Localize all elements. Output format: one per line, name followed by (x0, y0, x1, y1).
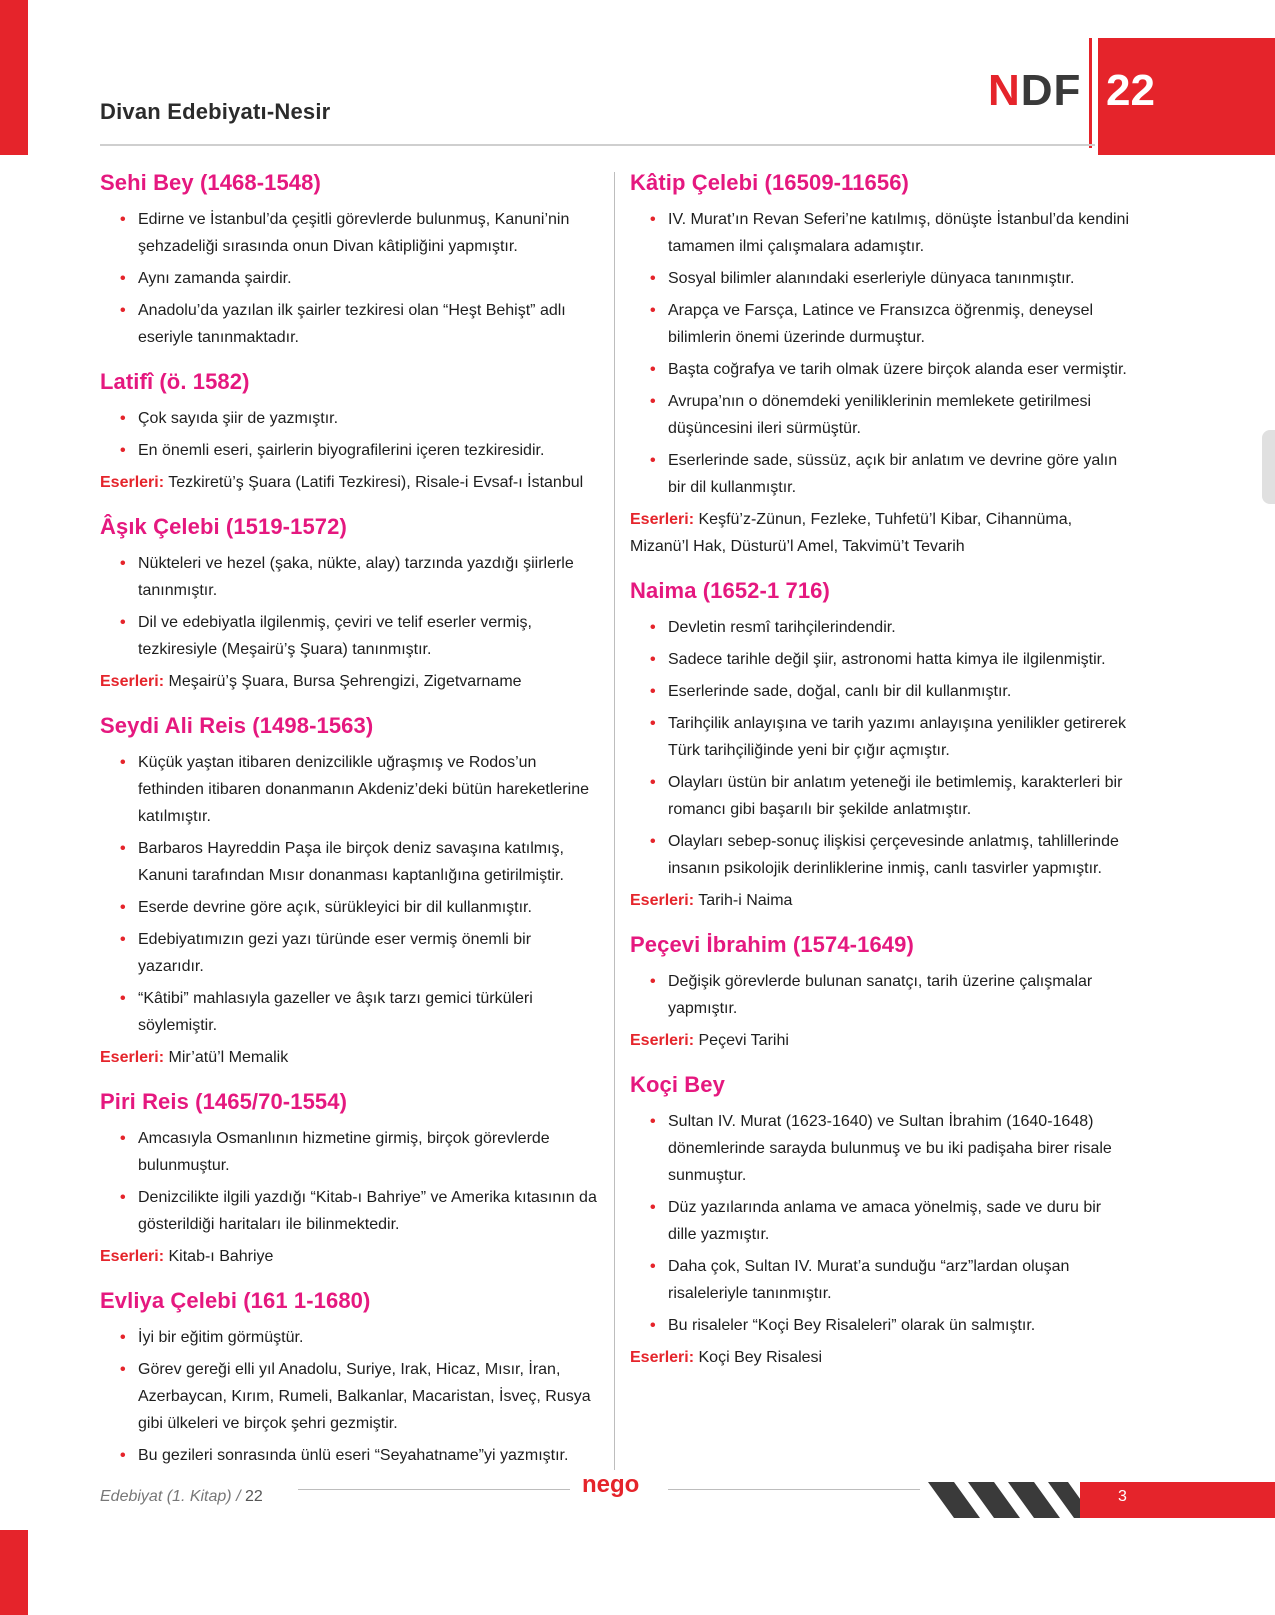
bullet-item (630, 265, 1130, 292)
bullet-item (630, 614, 1130, 641)
bullet-icon: • (650, 361, 656, 378)
bullet-text: Dil ve edebiyatla ilgilenmiş, çeviri ve telif eserler vermiş, tezkiresiyle (Meşairü’ş Şuara) tanınmıştır. (138, 614, 532, 658)
author-entry (100, 514, 600, 695)
author-heading: Peçevi İbrahim (1574-1649) (630, 932, 914, 957)
brand-mark (988, 66, 1081, 116)
bullet-text: “Kâtibi” mahlasıyla gazeller ve âşık tarzı gemici türküleri söylemiştir. (138, 990, 533, 1034)
bullet-item (630, 297, 1130, 351)
works-label: Eserleri: (630, 892, 695, 909)
bullet-text: Tarihçilik anlayışına ve tarih yazımı anlayışına yenilikler getirerek Türk tarihçiliğinde yeni bir çığır açmıştır. (668, 715, 1126, 759)
bullet-text: Eserlerinde sade, doğal, canlı bir dil kullanmıştır. (668, 683, 1012, 700)
works-line (100, 668, 600, 695)
bullet-list (100, 206, 600, 351)
author-heading: Âşık Çelebi (1519-1572) (100, 514, 347, 539)
bullet-icon: • (650, 833, 656, 850)
bullet-icon: • (650, 1199, 656, 1216)
bullet-icon: • (120, 211, 126, 228)
bullet-item (100, 1184, 600, 1238)
author-heading: Seydi Ali Reis (1498-1563) (100, 713, 374, 738)
bullet-list (630, 614, 1130, 882)
works-label: Eserleri: (630, 511, 695, 528)
bullet-text: Aynı zamanda şairdir. (138, 270, 292, 287)
bullet-icon: • (650, 774, 656, 791)
works-label: Eserleri: (100, 474, 165, 491)
bullet-item (630, 1108, 1130, 1189)
bullet-icon: • (120, 1130, 126, 1147)
author-entry (100, 713, 600, 1071)
author-heading: Kâtip Çelebi (16509-11656) (630, 170, 909, 195)
author-heading: Piri Reis (1465/70-1554) (100, 1089, 347, 1114)
footer-page-number: 3 (1118, 1488, 1127, 1505)
bullet-icon: • (120, 1189, 126, 1206)
author-heading: Evliya Çelebi (161 1-1680) (100, 1288, 371, 1313)
bullet-text: Daha çok, Sultan IV. Murat’a sunduğu “arz”lardan oluşan risaleleriyle tanınmıştır. (668, 1258, 1070, 1302)
bullet-icon: • (650, 393, 656, 410)
bullet-text: Devletin resmî tarihçilerindendir. (668, 619, 896, 636)
bullet-list (630, 968, 1130, 1022)
bullet-text: Küçük yaştan itibaren denizcilikle uğraşmış ve Rodos’un fethinden itibaren donanmanın Akdeniz’deki bütün hareketlerine katılmıştır. (138, 754, 589, 825)
bullet-text: Nükteleri ve hezel (şaka, nükte, alay) tarzında yazdığı şiirlerle tanınmıştır. (138, 555, 574, 599)
header-divider (1089, 38, 1092, 148)
bullet-text: Bu gezileri sonrasında ünlü eseri “Seyahatname”yi yazmıştır. (138, 1447, 569, 1464)
bullet-item (630, 1194, 1130, 1248)
bullet-text: Edebiyatımızın gezi yazı türünde eser vermiş önemli bir yazarıdır. (138, 931, 532, 975)
bullet-icon: • (650, 1258, 656, 1275)
bullet-item (100, 835, 600, 889)
footer-line-left (298, 1489, 570, 1490)
works-label: Eserleri: (630, 1349, 695, 1366)
bullet-icon: • (120, 1361, 126, 1378)
bullet-icon: • (650, 651, 656, 668)
bullet-text: IV. Murat’ın Revan Seferi’ne katılmış, dönüşte İstanbul’da kendini tamamen ilmi çalışmalara adamıştır. (668, 211, 1129, 255)
works-label: Eserleri: (100, 1049, 165, 1066)
right-column (630, 170, 1130, 1389)
bullet-item (630, 1312, 1130, 1339)
bullet-icon: • (650, 683, 656, 700)
bullet-icon: • (650, 302, 656, 319)
author-heading: Sehi Bey (1468-1548) (100, 170, 321, 195)
works-label: Eserleri: (100, 673, 165, 690)
author-heading: Latifî (ö. 1582) (100, 369, 250, 394)
author-entry (100, 170, 600, 351)
works-value: Koçi Bey Risalesi (698, 1349, 823, 1366)
bullet-icon: • (120, 754, 126, 771)
works-value: Meşairü’ş Şuara, Bursa Şehrengizi, Zigetvarname (168, 673, 522, 690)
bullet-text: Amcasıyla Osmanlının hizmetine girmiş, birçok görevlerde bulunmuştur. (138, 1130, 550, 1174)
header-rule (100, 144, 1095, 146)
bullet-item (630, 678, 1130, 705)
brand-df: DF (1020, 66, 1082, 115)
bullet-icon: • (120, 1329, 126, 1346)
author-entry (100, 369, 600, 496)
bullet-text: Barbaros Hayreddin Paşa ile birçok deniz savaşına katılmış, Kanuni tarafından Mısır donanması kaptanlığına getirilmiştir. (138, 840, 564, 884)
bullet-item (100, 749, 600, 830)
bullet-text: Çok sayıda şiir de yazmıştır. (138, 410, 339, 427)
bullet-icon: • (650, 211, 656, 228)
bullet-item (100, 297, 600, 351)
bullet-text: Anadolu’da yazılan ilk şairler tezkiresi olan “Heşt Behişt” adlı eseriyle tanınmaktadır. (138, 302, 566, 346)
bullet-item (630, 646, 1130, 673)
author-entry (630, 1072, 1130, 1371)
bullet-item (100, 1125, 600, 1179)
bullet-item (630, 388, 1130, 442)
footer-stripes-icon (928, 1478, 1088, 1522)
works-line (630, 1027, 1130, 1054)
author-heading: Naima (1652-1 716) (630, 578, 830, 603)
works-line (630, 887, 1130, 914)
bullet-list (100, 550, 600, 663)
bullet-text: En önemli eseri, şairlerin biyografilerini içeren tezkiresidir. (138, 442, 545, 459)
bullet-item (100, 1442, 600, 1469)
bullet-item (100, 437, 600, 464)
bullet-list (100, 405, 600, 464)
side-tab (1262, 430, 1275, 504)
bullet-item (630, 769, 1130, 823)
bullet-icon: • (650, 1113, 656, 1130)
footer-book-label: Edebiyat (1. Kitap) / (100, 1488, 241, 1505)
bullet-text: Eserlerinde sade, süssüz, açık bir anlatım ve devrine göre yalın bir dil kullanmıştır. (668, 452, 1118, 496)
bullet-text: Sultan IV. Murat (1623-1640) ve Sultan İbrahim (1640-1648) dönemlerinde sarayda bulunmuş ve bu iki padişaha birer risale sunmuştur. (668, 1113, 1112, 1184)
bullet-item (630, 828, 1130, 882)
bullet-item (100, 550, 600, 604)
bullet-item (630, 968, 1130, 1022)
bullet-text: Avrupa’nın o dönemdeki yeniliklerinin memlekete getirilmesi düşüncesini ileri sürmüştür. (668, 393, 1092, 437)
footer-red-box (1080, 1482, 1275, 1518)
bullet-icon: • (650, 452, 656, 469)
bullet-list (100, 749, 600, 1039)
nego-logo (578, 1468, 662, 1500)
bullet-text: Değişik görevlerde bulunan sanatçı, tarih üzerine çalışmalar yapmıştır. (668, 973, 1093, 1017)
works-line (630, 506, 1130, 560)
author-heading: Koçi Bey (630, 1072, 725, 1097)
left-red-bar-bottom (0, 1530, 28, 1615)
bullet-item (100, 609, 600, 663)
bullet-item (630, 447, 1130, 501)
bullet-icon: • (120, 1447, 126, 1464)
works-value: Keşfü’z-Zünun, Fezleke, Tuhfetü’l Kibar, Cihannüma, Mizanü’l Hak, Düsturü’l Amel, Takvimü’t Tevarih (630, 511, 1073, 555)
works-line (100, 1044, 600, 1071)
bullet-list (630, 206, 1130, 501)
author-entry (630, 170, 1130, 560)
bullet-icon: • (120, 614, 126, 631)
footer-book-title (100, 1488, 263, 1506)
bullet-item (100, 985, 600, 1039)
bullet-item (100, 1324, 600, 1351)
section-title: Divan Edebiyatı-Nesir (100, 99, 331, 124)
bullet-icon: • (650, 619, 656, 636)
bullet-icon: • (650, 270, 656, 287)
bullet-item (630, 1253, 1130, 1307)
logo-text: nego (582, 1471, 640, 1498)
bullet-text: Görev gereği elli yıl Anadolu, Suriye, Irak, Hicaz, Mısır, İran, Azerbaycan, Kırım, Rumeli, Balkanlar, Macaristan, İsveç, Rusya gibi ülkeleri ve birçok şehri gezmiştir. (138, 1361, 591, 1432)
bullet-icon: • (120, 555, 126, 572)
works-value: Kitab-ı Bahriye (168, 1248, 274, 1265)
bullet-text: Olayları sebep-sonuç ilişkisi çerçevesinde anlatmış, tahlillerinde insanın psikolojik derinliklerine inmiş, canlı tasvirler yapmıştır. (668, 833, 1119, 877)
left-red-bar-top (0, 0, 28, 155)
author-entry (100, 1089, 600, 1270)
bullet-text: İyi bir eğitim görmüştür. (138, 1329, 304, 1346)
bullet-text: Edirne ve İstanbul’da çeşitli görevlerde bulunmuş, Kanuni’nin şehzadeliği sırasında onun Divan kâtipliğini yapmıştır. (138, 211, 570, 255)
works-line (630, 1344, 1130, 1371)
bullet-text: Olayları üstün bir anlatım yeteneği ile betimlemiş, karakterleri bir romancı gibi başarılı bir şekilde anlatmıştır. (668, 774, 1123, 818)
works-value: Peçevi Tarihi (698, 1032, 789, 1049)
bullet-item (100, 1356, 600, 1437)
bullet-text: Arapça ve Farsça, Latince ve Fransızca öğrenmiş, deneysel bilimlerin önemi üzerinde durmuştur. (668, 302, 1094, 346)
bullet-item (100, 926, 600, 980)
bullet-text: Sadece tarihle değil şiir, astronomi hatta kimya ile ilgilenmiştir. (668, 651, 1106, 668)
works-value: Tarih-i Naima (698, 892, 793, 909)
bullet-text: Sosyal bilimler alanındaki eserleriyle dünyaca tanınmıştır. (668, 270, 1075, 287)
footer-line-right (668, 1489, 920, 1490)
bullet-icon: • (120, 931, 126, 948)
column-divider (614, 172, 615, 1470)
bullet-list (100, 1125, 600, 1238)
bullet-icon: • (120, 442, 126, 459)
works-value: Tezkiretü’ş Şuara (Latifi Tezkiresi), Risale-i Evsaf-ı İstanbul (168, 474, 584, 491)
author-entry (630, 578, 1130, 914)
bullet-icon: • (120, 990, 126, 1007)
bullet-item (630, 710, 1130, 764)
bullet-text: Bu risaleler “Koçi Bey Risaleleri” olarak ün salmıştır. (668, 1317, 1036, 1334)
bullet-text: Başta coğrafya ve tarih olmak üzere birçok alanda eser vermiştir. (668, 361, 1127, 378)
works-label: Eserleri: (630, 1032, 695, 1049)
works-value: Mir’atü’l Memalik (168, 1049, 289, 1066)
brand-n: N (988, 66, 1021, 115)
bullet-icon: • (120, 410, 126, 427)
bullet-item (630, 206, 1130, 260)
bullet-item (100, 206, 600, 260)
bullet-item (100, 894, 600, 921)
bullet-item (630, 356, 1130, 383)
author-entry (630, 932, 1130, 1054)
bullet-icon: • (120, 302, 126, 319)
bullet-text: Denizcilikte ilgili yazdığı “Kitab-ı Bahriye” ve Amerika kıtasının da gösterildiği haritaları ile bilinmektedir. (138, 1189, 597, 1233)
bullet-icon: • (650, 973, 656, 990)
bullet-item (100, 265, 600, 292)
header-page-number: 22 (1106, 66, 1155, 115)
footer-book-page: 22 (244, 1488, 263, 1505)
works-line (100, 469, 600, 496)
bullet-icon: • (650, 715, 656, 732)
works-label: Eserleri: (100, 1248, 165, 1265)
bullet-icon: • (650, 1317, 656, 1334)
bullet-icon: • (120, 899, 126, 916)
bullet-icon: • (120, 270, 126, 287)
bullet-icon: • (120, 840, 126, 857)
bullet-list (100, 1324, 600, 1469)
bullet-text: Eserde devrine göre açık, sürükleyici bir dil kullanmıştır. (138, 899, 532, 916)
works-line (100, 1243, 600, 1270)
bullet-text: Düz yazılarında anlama ve amaca yönelmiş, sade ve duru bir dille yazmıştır. (668, 1199, 1102, 1243)
left-column (100, 170, 600, 1487)
bullet-list (630, 1108, 1130, 1339)
author-entry (100, 1288, 600, 1469)
bullet-item (100, 405, 600, 432)
